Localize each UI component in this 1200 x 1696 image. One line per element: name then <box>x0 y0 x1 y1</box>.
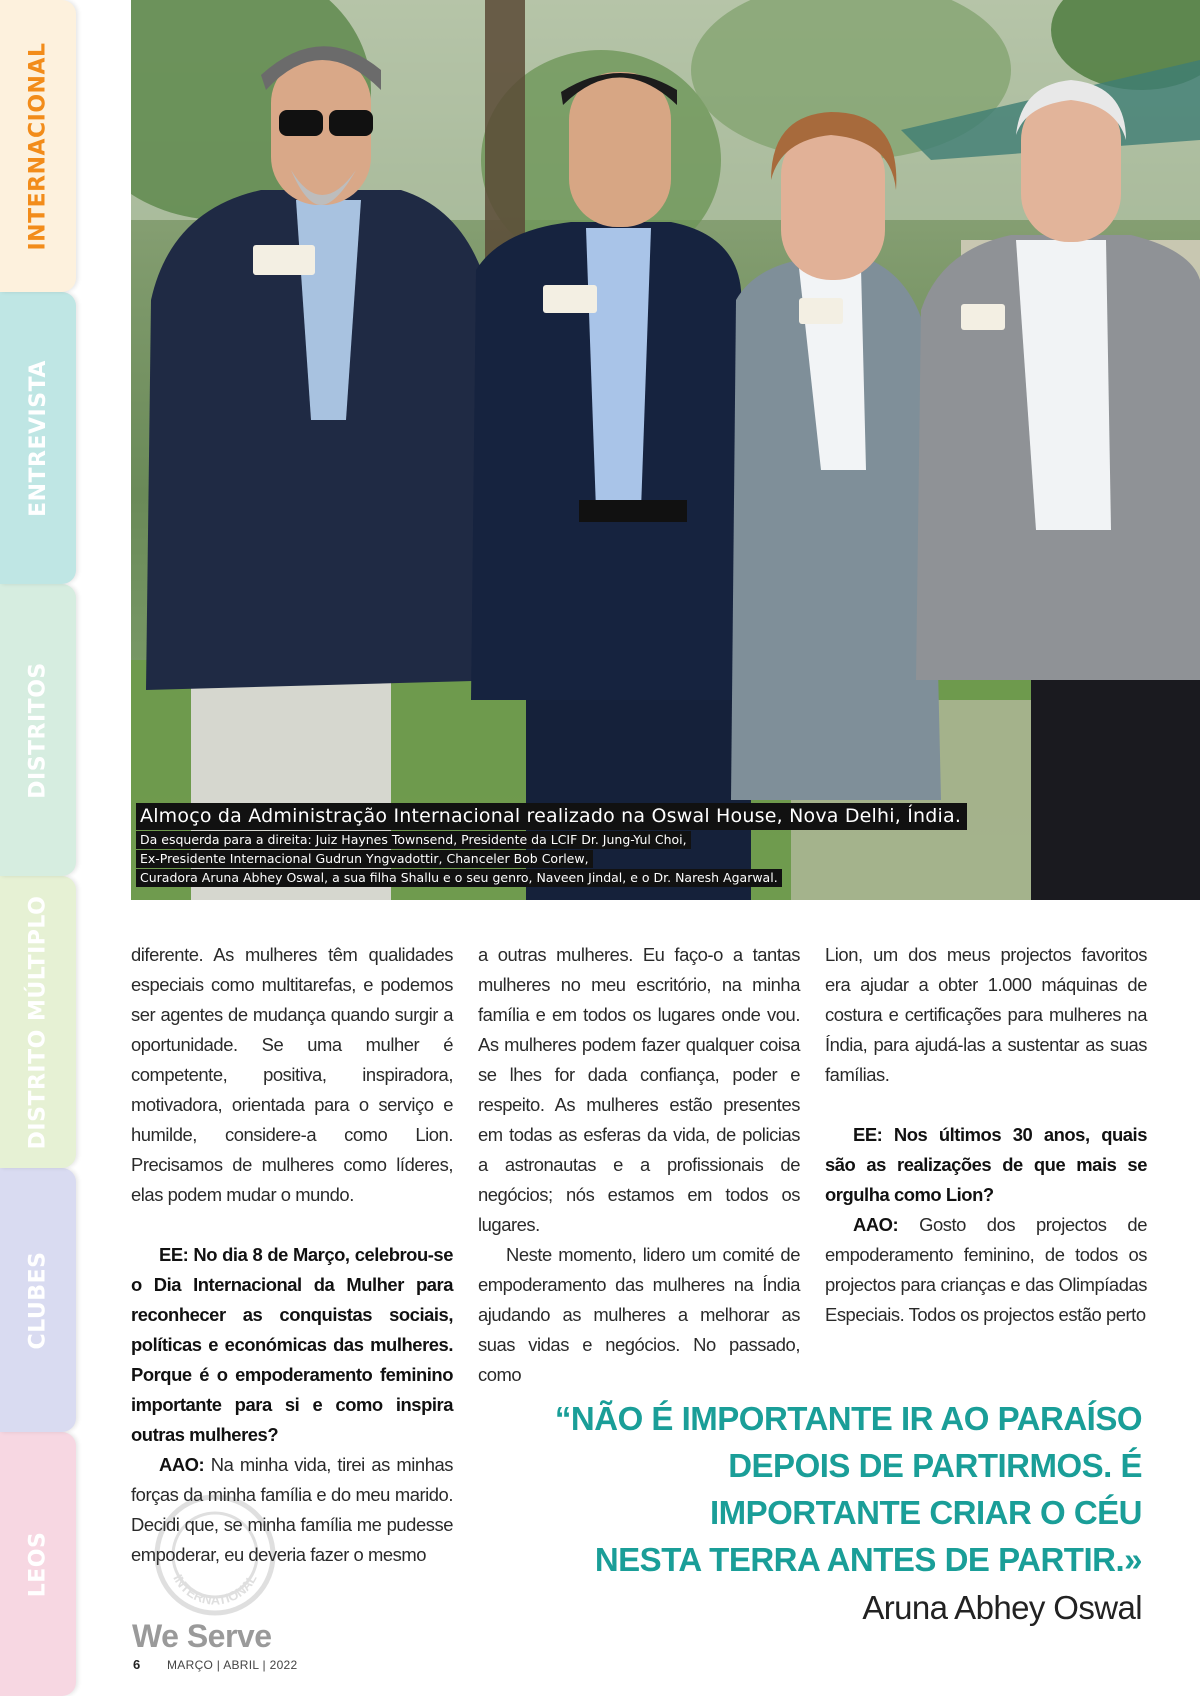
tab-internacional-label: INTERNACIONAL <box>25 41 51 251</box>
pull-quote <box>520 1395 1142 1631</box>
pull-quote-line-2: DEPOIS DE PARTIRMOS. É IMPORTANTE CRIAR O CÉU <box>709 1447 1142 1531</box>
tab-leos-label: LEOS <box>25 1531 51 1597</box>
tab-internacional[interactable] <box>0 0 76 292</box>
tab-distritos[interactable] <box>0 584 76 876</box>
group-photo <box>131 0 1200 900</box>
caption-line-1: Da esquerda para a direita: Juiz Haynes Townsend, Presidente da LCIF Dr. Jung-Yul Choi, <box>136 831 691 849</box>
issue-date: MARÇO | ABRIL | 2022 <box>167 1658 298 1672</box>
tab-clubes-label: CLUBES <box>25 1251 51 1349</box>
emblem-text: INTERNATIONAL <box>170 1571 260 1608</box>
caption-title: Almoço da Administração Internacional realizado na Oswal House, Nova Delhi, Índia. <box>136 803 967 830</box>
article-column-2 <box>478 940 800 1390</box>
photo-caption <box>136 803 967 887</box>
lions-emblem-icon <box>150 1490 280 1620</box>
article-column-1 <box>131 940 453 1570</box>
tab-distritos-label: DISTRITOS <box>25 661 51 799</box>
caption-line-3: Curadora Aruna Abhey Oswal, a sua filha Shallu e o seu genro, Naveen Jindal, e o Dr. Naresh Agarwal. <box>136 869 782 887</box>
col1-question: EE: No dia 8 de Março, celebrou-se o Dia Internacional da Mulher para reconhecer as conquistas sociais, políticas e económicas das mulheres. Porque é o empoderamento feminino importante para si e como inspira outras mulheres? <box>131 1244 453 1445</box>
section-tabs <box>0 0 76 1696</box>
tab-distrito-multiplo-label: DISTRITO MÚLTIPLO <box>25 895 51 1149</box>
article-column-3 <box>825 940 1147 1330</box>
col2-paragraph-1: a outras mulheres. Eu faço-o a tantas mulheres no meu escritório, na minha família e em todos os lugares onde vou. As mulheres podem fazer qualquer coisa se lhes for dada confiança, poder e respeito. As mulheres estão presentes em todas as esferas da vida, de policias a astronautas e a profissionais de negócios; nós estamos em todos os lugares. <box>478 944 800 1235</box>
caption-line-2: Ex-Presidente Internacional Gudrun Yngvadottir, Chanceler Bob Corlew, <box>136 850 593 868</box>
col3-question: EE: Nos últimos 30 anos, quais são as realizações de que mais se orgulha como Lion? <box>825 1124 1147 1205</box>
brand-we-serve: We Serve <box>132 1618 272 1654</box>
tab-clubes[interactable] <box>0 1168 76 1432</box>
col3-answer-label: AAO: <box>853 1214 899 1235</box>
col3-answer-text: Gosto dos projectos de empoderamento feminino, de todos os projectos para crianças e das Olimpíadas Especiais. Todos os projectos estão perto <box>825 1214 1147 1325</box>
page-number: 6 <box>133 1657 141 1672</box>
col3-answer <box>825 1210 1147 1330</box>
tab-entrevista-label: ENTREVISTA <box>25 359 51 517</box>
col2-paragraph-2: Neste momento, lidero um comité de empoderamento das mulheres na Índia ajudando as mulheres a melhorar as suas vidas e negócios. No passado, como <box>478 1244 800 1385</box>
col1-paragraph: diferente. As mulheres têm qualidades especiais como multitarefas, e podemos ser agentes de mudança quando surgir a oportunidade. Se uma mulher é competente, positiva, inspiradora, motivadora, orientada para o serviço e humilde, considere-a como Lion. Precisamos de mulheres como líderes, elas podem mudar o mundo. <box>131 944 453 1205</box>
col1-answer-text: Na minha vida, tirei as minhas forças da minha família e do meu marido. Decidi que, se minha família me pudesse empoderar, eu deveria fazer o mesmo <box>131 1454 453 1565</box>
col3-paragraph: Lion, um dos meus projectos favoritos era ajudar a obter 1.000 máquinas de costura e certificações para mulheres na Índia, para ajudá-las a sustentar as suas famílias. <box>825 944 1147 1085</box>
pull-quote-line-3: NESTA TERRA ANTES DE PARTIR.» <box>594 1541 1142 1578</box>
tab-distrito-multiplo[interactable] <box>0 876 76 1168</box>
col1-answer-label: AAO: <box>159 1454 205 1475</box>
tab-leos[interactable] <box>0 1432 76 1696</box>
tab-entrevista[interactable] <box>0 292 76 584</box>
group-photo-illustration <box>131 0 1200 900</box>
pull-quote-author: Aruna Abhey Oswal <box>862 1589 1142 1626</box>
pull-quote-line-1: “NÃO É IMPORTANTE IR AO PARAÍSO <box>554 1400 1142 1437</box>
